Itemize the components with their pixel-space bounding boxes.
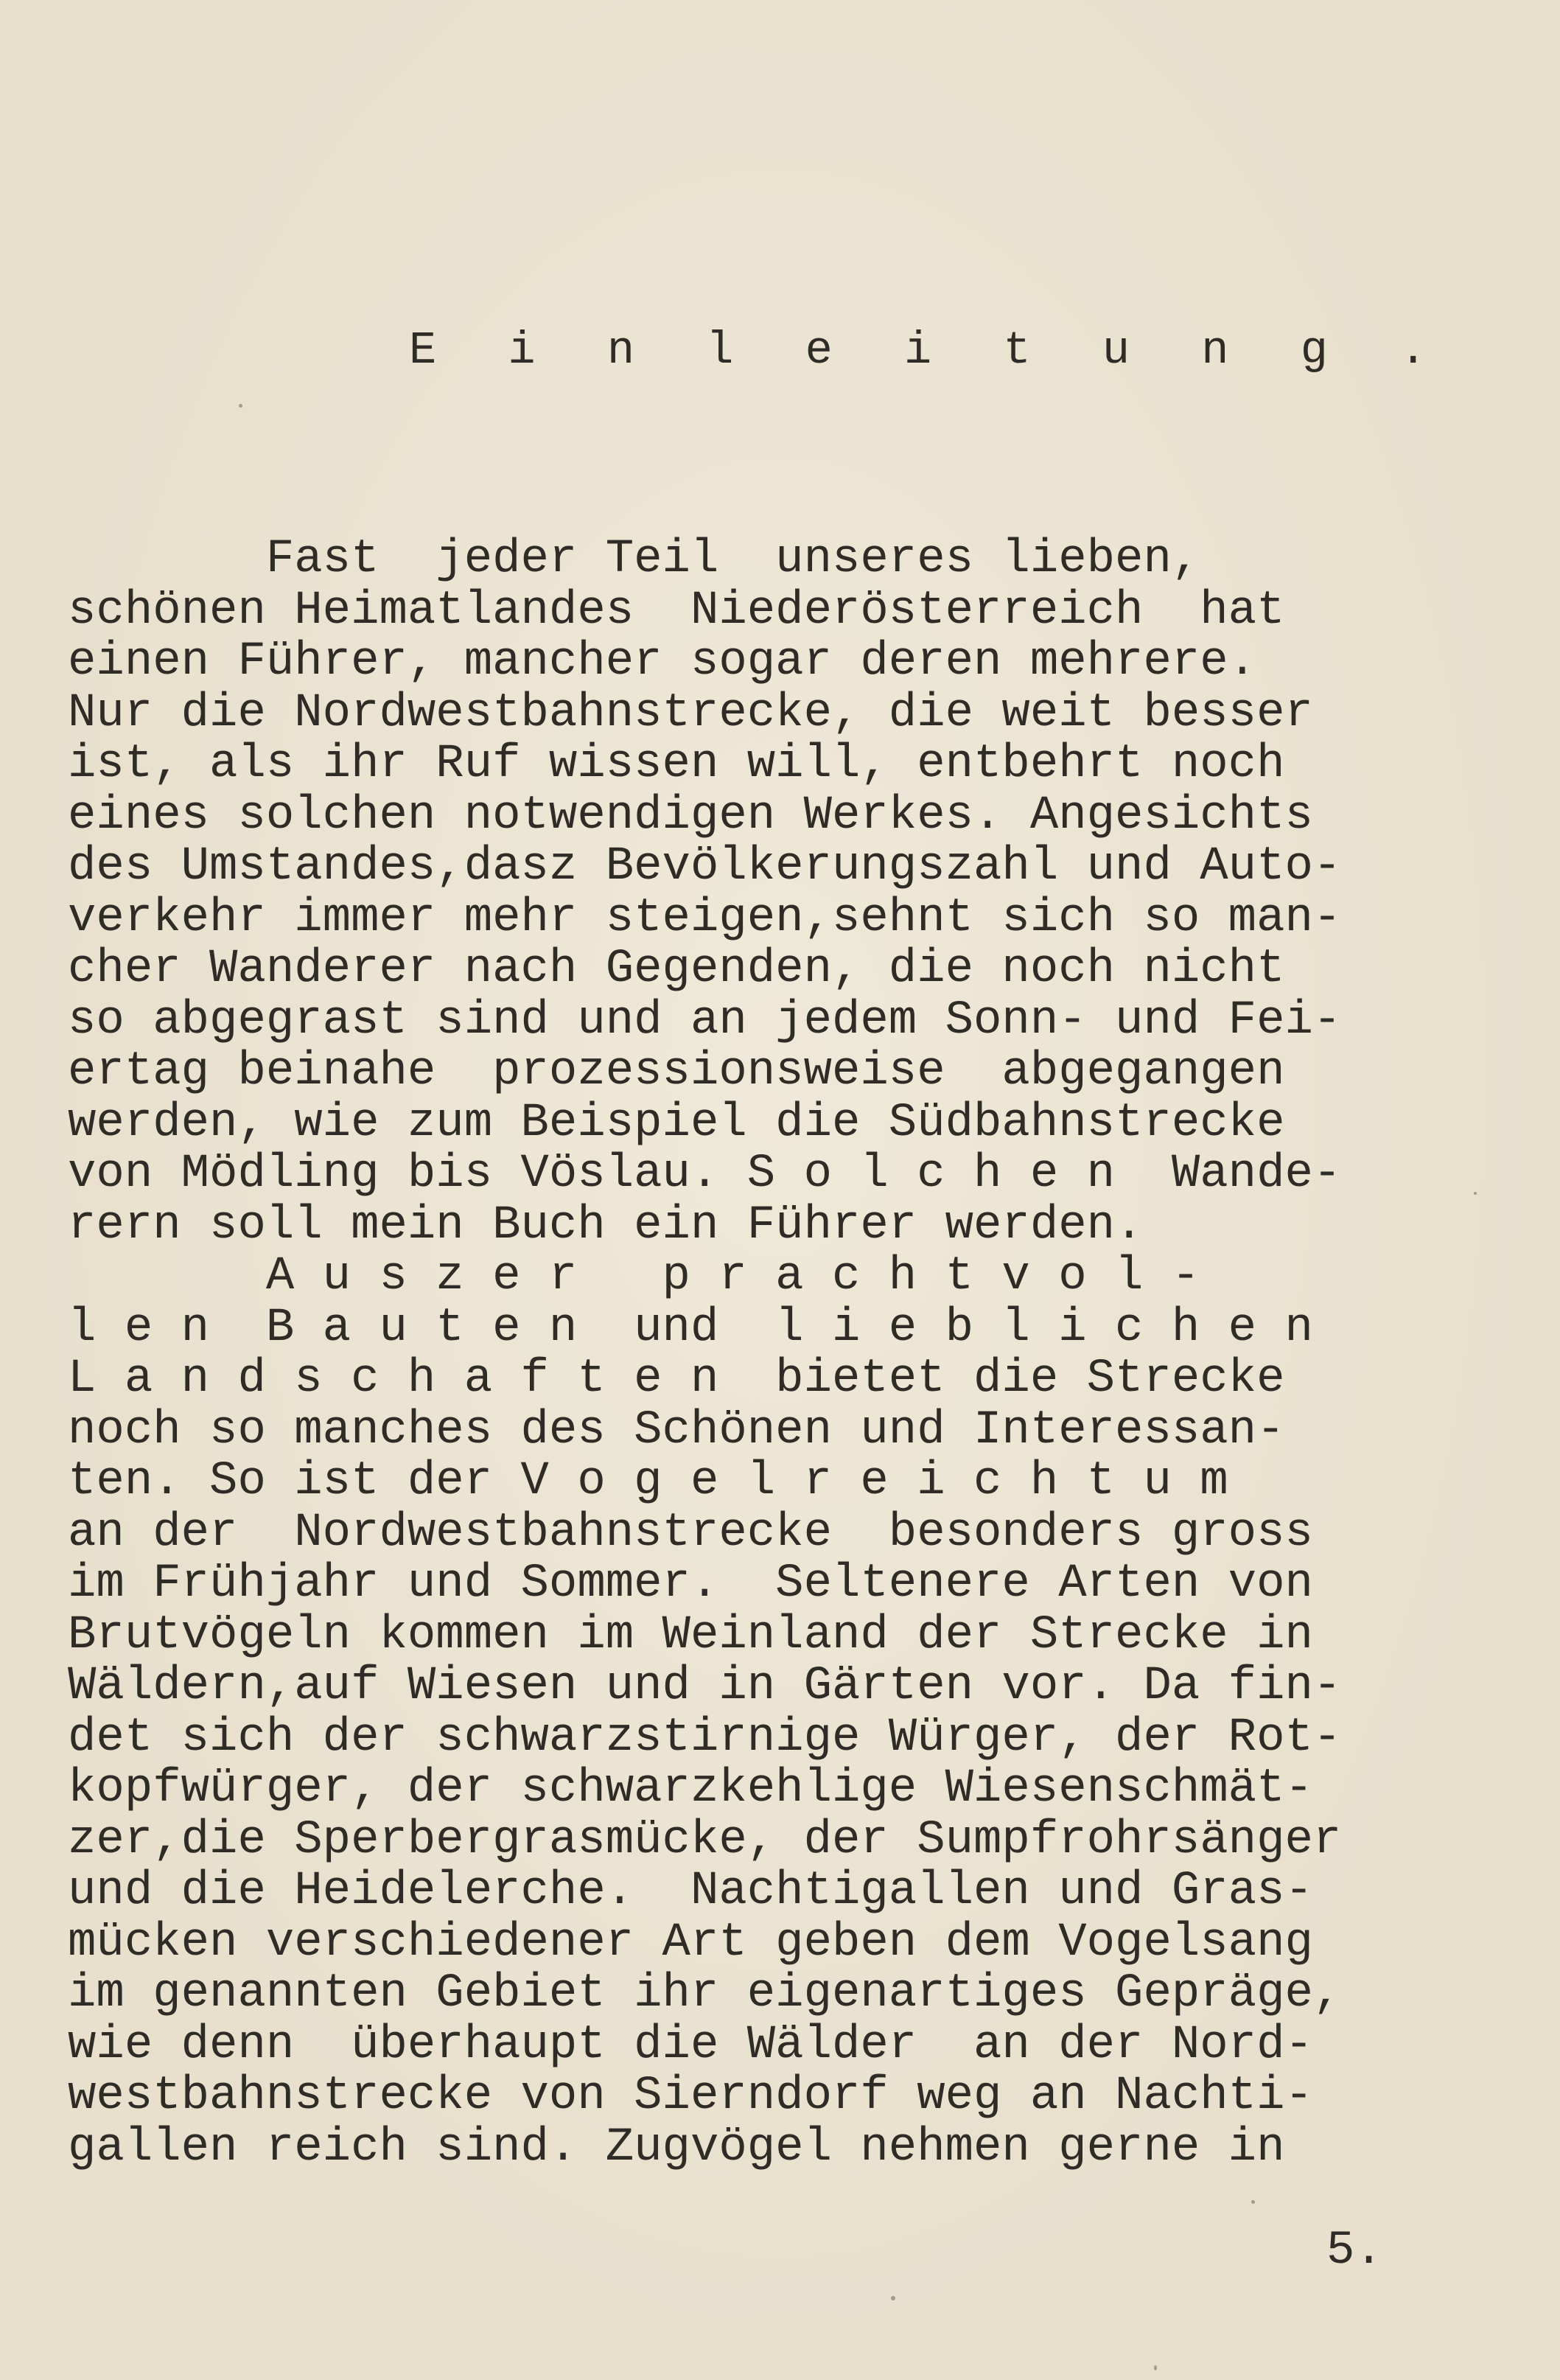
text-line: Brutvögeln kommen im Weinland der Strecke in — [68, 1608, 1313, 1662]
paper-speck — [891, 2296, 895, 2300]
text-line: l e n B a u t e n und l i e b l i c h e n — [68, 1301, 1313, 1355]
text-line: von Mödling bis Vöslau. S o l c h e n Wande- — [68, 1148, 1342, 1201]
paper-speck — [1251, 2200, 1255, 2204]
page-title: E i n l e i t u n g . — [409, 324, 1449, 377]
text-line: det sich der schwarzstirnige Würger, der Rot- — [68, 1711, 1342, 1765]
text-line: verkehr immer mehr steigen,sehnt sich so man- — [68, 891, 1342, 945]
text-line: L a n d s c h a f t e n bietet die Strecke — [68, 1353, 1285, 1406]
paper-speck — [239, 404, 242, 408]
text-line: einen Führer, mancher sogar deren mehrere. — [68, 635, 1257, 688]
body-text — [68, 534, 1497, 2174]
text-line: schönen Heimatlandes Niederösterreich hat — [68, 584, 1285, 638]
text-line: im Frühjahr und Sommer. Seltenere Arten von — [68, 1557, 1313, 1610]
text-line: im genannten Gebiet ihr eigenartiges Gepräge, — [68, 1967, 1342, 2020]
text-line: eines solchen notwendigen Werkes. Angesichts — [68, 789, 1313, 842]
text-line: an der Nordwestbahnstrecke besonders gross — [68, 1506, 1313, 1560]
text-line: A u s z e r p r a c h t v o l - — [68, 1250, 1200, 1303]
text-line: wie denn überhaupt die Wälder an der Nord- — [68, 2018, 1313, 2072]
text-line: des Umstandes,dasz Bevölkerungszahl und Auto- — [68, 840, 1342, 893]
paper-speck — [1154, 2365, 1157, 2370]
text-line: westbahnstrecke von Sierndorf weg an Nachti- — [68, 2070, 1313, 2123]
text-line: mücken verschiedener Art geben dem Vogelsang — [68, 1916, 1313, 1969]
text-line: werden, wie zum Beispiel die Südbahnstrecke — [68, 1096, 1285, 1150]
text-line: ist, als ihr Ruf wissen will, entbehrt noch — [68, 738, 1285, 791]
text-line: und die Heidelerche. Nachtigallen und Gras- — [68, 1865, 1313, 1918]
text-line: zer,die Sperbergrasmücke, der Sumpfrohrsänger — [68, 1813, 1342, 1867]
paper-speck — [1474, 1192, 1477, 1195]
text-line: ertag beinahe prozessionsweise abgegangen — [68, 1045, 1285, 1098]
text-line: so abgegrast sind und an jedem Sonn- und Fei- — [68, 994, 1342, 1047]
text-line: cher Wanderer nach Gegenden, die noch nicht — [68, 943, 1285, 996]
text-line: kopfwürger, der schwarzkehlige Wiesenschmät- — [68, 1762, 1313, 1815]
text-line: Wäldern,auf Wiesen und in Gärten vor. Da fin- — [68, 1660, 1342, 1713]
text-line: Fast jeder Teil unseres lieben, — [68, 533, 1200, 586]
text-line: Nur die Nordwestbahnstrecke, die weit besser — [68, 686, 1313, 740]
text-line: rern soll mein Buch ein Führer werden. — [68, 1198, 1144, 1252]
text-line: ten. So ist der V o g e l r e i c h t u m — [68, 1455, 1228, 1508]
text-line: noch so manches des Schönen und Interessan- — [68, 1403, 1285, 1457]
page-number: 5. — [1326, 2224, 1383, 2278]
text-line: gallen reich sind. Zugvögel nehmen gerne in — [68, 2121, 1285, 2174]
